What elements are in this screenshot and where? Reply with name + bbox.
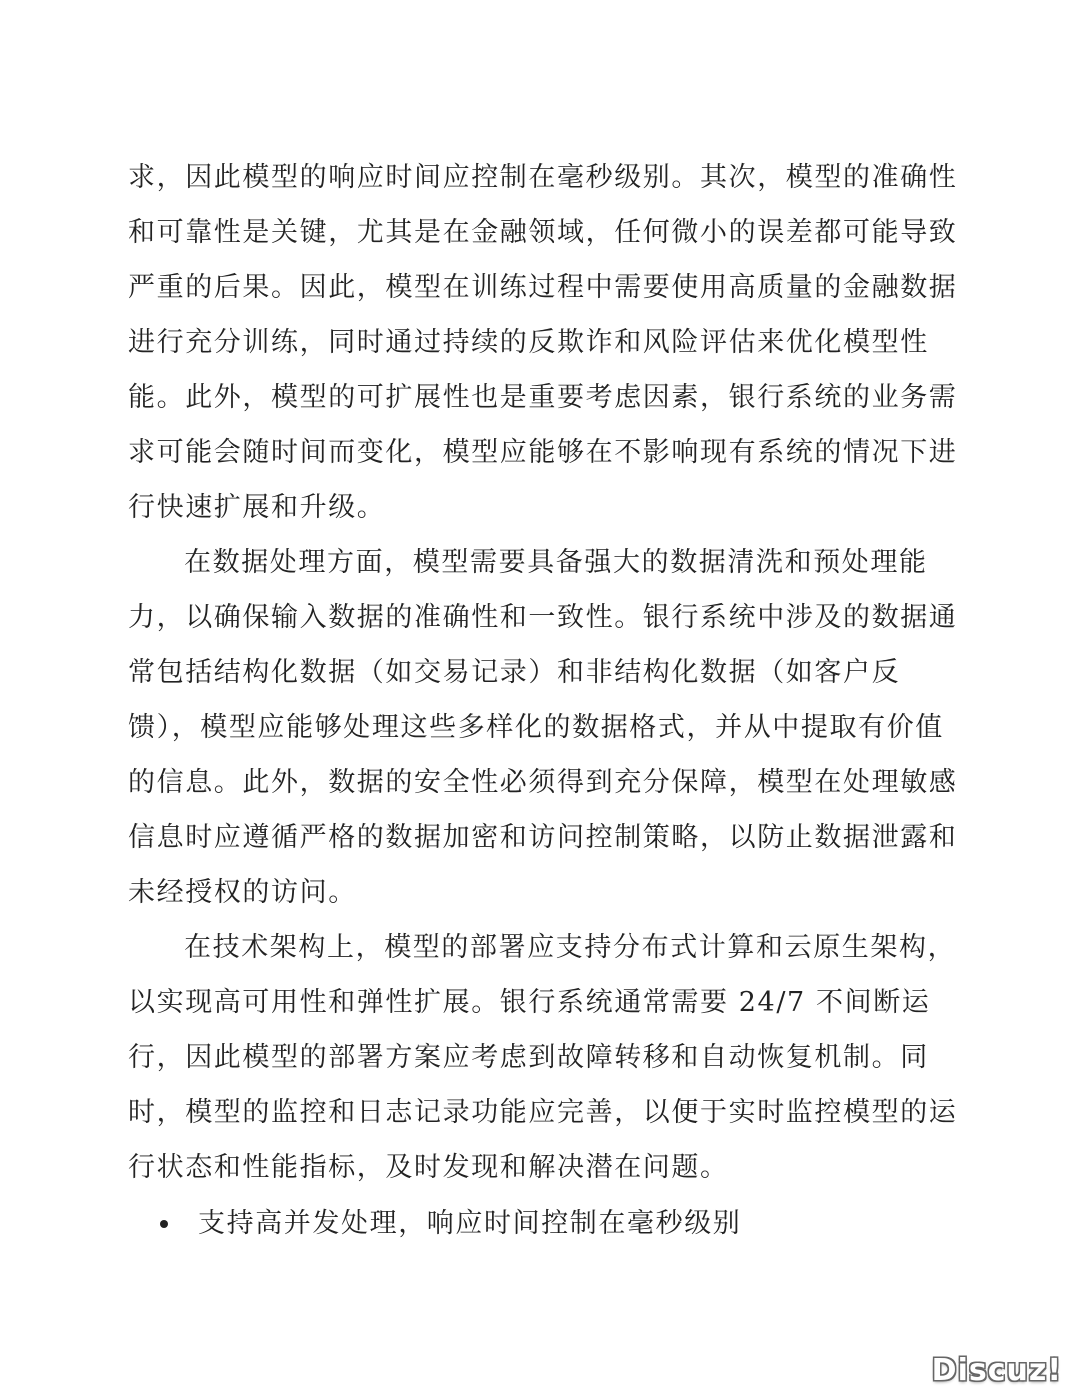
watermark-logo: Discuz! [931, 1353, 1062, 1388]
paragraph-3 [128, 920, 958, 1195]
paragraph-1 [128, 150, 958, 535]
text-line: 常包括结构化数据（如交易记录）和非结构化数据（如客户反 [128, 657, 901, 688]
document-body [128, 150, 958, 1195]
bullet-text: 支持高并发处理，响应时间控制在毫秒级别 [198, 1208, 742, 1239]
text-line: 严重的后果。因此，模型在训练过程中需要使用高质量的金融数据 [128, 272, 958, 303]
paragraph-2 [128, 535, 958, 920]
text-line: 和可靠性是关键，尤其是在金融领域，任何微小的误差都可能导致 [128, 217, 958, 248]
text-line: 求可能会随时间而变化，模型应能够在不影响现有系统的情况下进 [128, 437, 958, 468]
text-line: 进行充分训练，同时通过持续的反欺诈和风险评估来优化模型性 [128, 327, 929, 358]
bullet-list-item [150, 1196, 741, 1251]
bullet-icon [160, 1220, 168, 1228]
text-line: 行，因此模型的部署方案应考虑到故障转移和自动恢复机制。同 [128, 1042, 929, 1073]
text-line: 行状态和性能指标，及时发现和解决潜在问题。 [128, 1152, 729, 1183]
text-line: 馈），模型应能够处理这些多样化的数据格式，并从中提取有价值 [128, 712, 944, 743]
text-line: 在数据处理方面，模型需要具备强大的数据清洗和预处理能 [184, 547, 928, 578]
text-line: 未经授权的访问。 [128, 877, 357, 908]
text-line: 行快速扩展和升级。 [128, 492, 386, 523]
text-line: 时，模型的监控和日志记录功能应完善，以便于实时监控模型的运 [128, 1097, 958, 1128]
text-line: 以实现高可用性和弹性扩展。银行系统通常需要 24/7 不间断运 [128, 987, 931, 1018]
text-line: 信息时应遵循严格的数据加密和访问控制策略，以防止数据泄露和 [128, 822, 958, 853]
text-line: 力，以确保输入数据的准确性和一致性。银行系统中涉及的数据通 [128, 602, 958, 633]
text-line: 的信息。此外，数据的安全性必须得到充分保障，模型在处理敏感 [128, 767, 958, 798]
text-line: 求，因此模型的响应时间应控制在毫秒级别。其次，模型的准确性 [128, 162, 958, 193]
text-line: 能。此外，模型的可扩展性也是重要考虑因素，银行系统的业务需 [128, 382, 958, 413]
text-line: 在技术架构上，模型的部署应支持分布式计算和云原生架构， [184, 932, 957, 963]
